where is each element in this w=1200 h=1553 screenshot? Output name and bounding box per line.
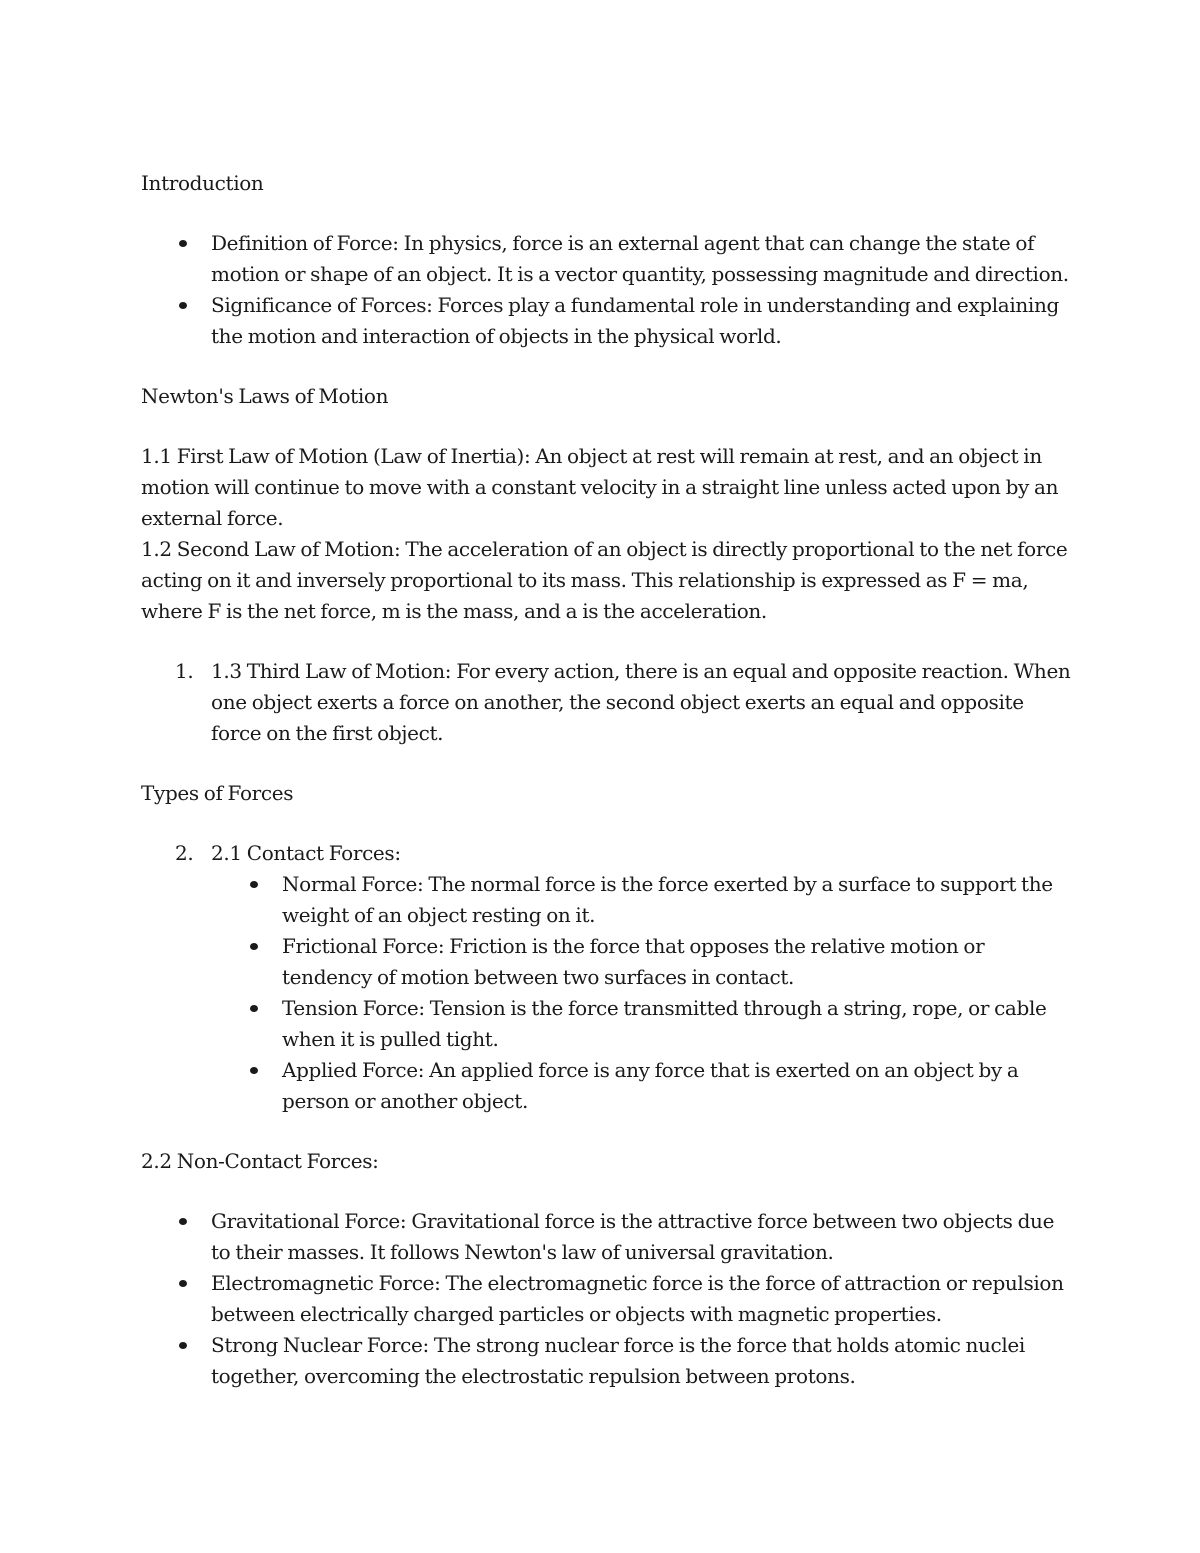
list-item-text: Normal Force: The normal force is the force exerted by a surface to support the weight of an object resting on it. [282,872,1053,927]
bullet-icon [179,1218,187,1225]
list-item-text: Strong Nuclear Force: The strong nuclear force is the force that holds atomic nuclei together, overcoming the electrostatic repulsion between protons. [211,1333,1025,1388]
contact-forces-list [141,838,1071,869]
bullet-icon [250,1067,258,1074]
bullet-icon [179,302,187,309]
bullet-icon [250,1005,258,1012]
list-item [141,1330,1071,1392]
list-item [141,869,1071,931]
list-item-text: Tension Force: Tension is the force transmitted through a string, rope, or cable when it is pulled tight. [282,996,1047,1051]
list-item-text: Frictional Force: Friction is the force that opposes the relative motion or tendency of motion between two surfaces in contact. [282,934,985,989]
list-item [141,838,1071,869]
list-item-text: Applied Force: An applied force is any force that is exerted on an object by a person or another object. [282,1058,1019,1113]
bullet-icon [179,1280,187,1287]
list-number: 2. [175,841,194,865]
list-item-text: Definition of Force: In physics, force is an external agent that can change the state of motion or shape of an object. It is a vector quantity, possessing magnitude and direction. [211,231,1069,286]
list-item-text: Significance of Forces: Forces play a fundamental role in understanding and explaining the motion and interaction of objects in the physical world. [211,293,1059,348]
non-contact-heading: 2.2 Non-Contact Forces: [141,1149,379,1173]
contact-forces-label: 2.1 Contact Forces: [211,841,401,865]
list-item [141,228,1071,290]
bullet-icon [179,240,187,247]
list-item [141,1055,1071,1117]
list-item [141,1268,1071,1330]
list-item-text: Electromagnetic Force: The electromagnetic force is the force of attraction or repulsion between electrically charged particles or objects with magnetic properties. [211,1271,1064,1326]
types-heading: Types of Forces [141,781,294,805]
bullet-icon [179,1342,187,1349]
first-law-paragraph: 1.1 First Law of Motion (Law of Inertia): An object at rest will remain at rest, and an object in motion will continue to move with a constant velocity in a straight line unless acted upon by an external force. [141,444,1059,530]
list-item [141,931,1071,993]
intro-bullet-list [141,228,1071,352]
non-contact-forces-bullets [141,1206,1071,1392]
third-law-text: 1.3 Third Law of Motion: For every action, there is an equal and opposite reaction. When one object exerts a force on another, the second object exerts an equal and opposite force on the first object. [211,659,1071,745]
newton-heading: Newton's Laws of Motion [141,384,389,408]
third-law-list [141,656,1071,749]
list-item [141,290,1071,352]
list-item [141,993,1071,1055]
intro-heading: Introduction [141,171,264,195]
bullet-icon [250,881,258,888]
second-law-paragraph: 1.2 Second Law of Motion: The acceleration of an object is directly proportional to the net force acting on it and inversely proportional to its mass. This relationship is expressed as F = ma, where F is the net force, m is the mass, and a is the acceleration. [141,537,1068,623]
list-item-text: Gravitational Force: Gravitational force is the attractive force between two objects due to their masses. It follows Newton's law of universal gravitation. [211,1209,1055,1264]
list-item [141,656,1071,749]
contact-forces-bullets [141,869,1071,1117]
list-item [141,1206,1071,1268]
list-number: 1. [175,659,194,683]
bullet-icon [250,943,258,950]
document-page [141,168,1071,1392]
